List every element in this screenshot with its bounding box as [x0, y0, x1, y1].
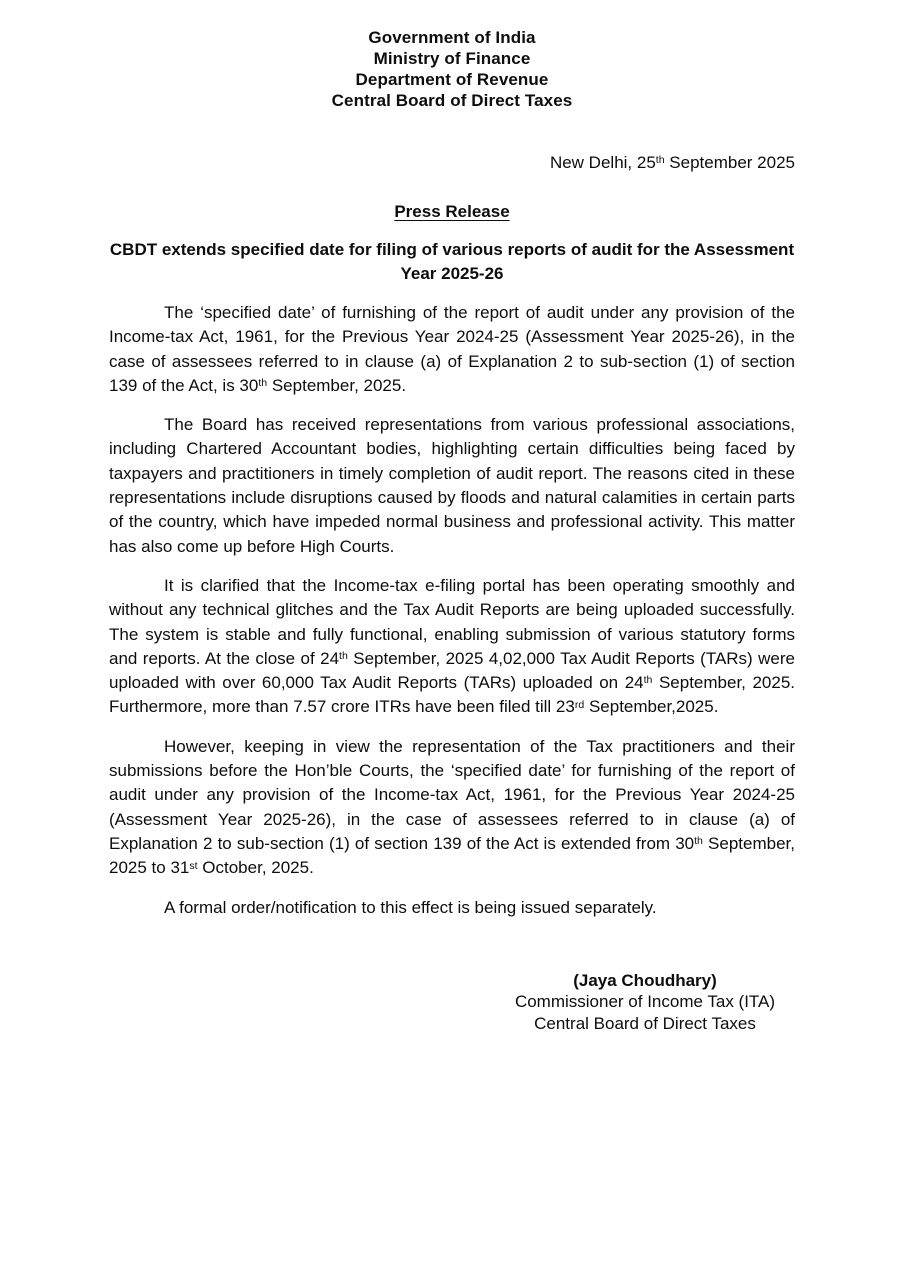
- letterhead-line-government: Government of India: [368, 28, 536, 47]
- document-body: [109, 301, 795, 920]
- signatory-organization: Central Board of Direct Taxes: [534, 1013, 756, 1033]
- letterhead-line-ministry: Ministry of Finance: [373, 49, 531, 68]
- document-title: CBDT extends specified date for filing of various reports of audit for the Assessment Year 2025-26: [109, 240, 795, 283]
- letterhead: [109, 27, 795, 111]
- press-release-label: Press Release: [394, 202, 510, 221]
- paragraph-extension: However, keeping in view the representation of the Tax practitioners and their submissions before the Hon’ble Courts, the ‘specified date’ for furnishing of the report of audit under any provision of the Income-tax Act, 1961, for the Previous Year 2024-25 (Assessment Year 2025-26), in the case of assessees referred to in clause (a) of Explanation 2 to sub-section (1) of section 139 of the Act is extended from 30th September, 2025 to 31st October, 2025.: [109, 736, 795, 878]
- signatory-name: (Jaya Choudhary): [573, 970, 717, 990]
- letterhead-line-department: Department of Revenue: [355, 70, 549, 89]
- press-release-heading: [109, 200, 795, 224]
- signature-block: [495, 970, 795, 1035]
- paragraph-formal-order: A formal order/notification to this effect is being issued separately.: [164, 897, 657, 917]
- dateline: New Delhi, 25th September 2025: [549, 153, 795, 172]
- signatory-designation: Commissioner of Income Tax (ITA): [514, 992, 776, 1012]
- paragraph-representations: The Board has received representations from various professional associations, including Chartered Accountant bodies, highlighting certain difficulties being faced by taxpayers and practitioners in timely completion of audit report. The reasons cited in these representations include disruptions caused by floods and natural calamities in certain parts of the country, which have impeded normal business and professional activity. This matter has also come up before High Courts.: [109, 415, 795, 556]
- letterhead-line-board: Central Board of Direct Taxes: [331, 91, 573, 110]
- paragraph-specified-date: The ‘specified date’ of furnishing of the report of audit under any provision of the Income-tax Act, 1961, for the Previous Year 2024-25 (Assessment Year 2025-26), in the case of assessees referred to in clause (a) of Explanation 2 to sub-section (1) of section 139 of the Act, is 30th September, 2025.: [109, 303, 795, 395]
- paragraph-portal-status: It is clarified that the Income-tax e-filing portal has been operating smoothly and without any technical glitches and the Tax Audit Reports are being uploaded successfully. The system is stable and fully functional, enabling submission of various statutory forms and reports. At the close of 24th September, 2025 4,02,000 Tax Audit Reports (TARs) were uploaded with over 60,000 Tax Audit Reports (TARs) uploaded on 24th September, 2025. Furthermore, more than 7.57 crore ITRs have been filed till 23rd September,2025.: [109, 575, 795, 717]
